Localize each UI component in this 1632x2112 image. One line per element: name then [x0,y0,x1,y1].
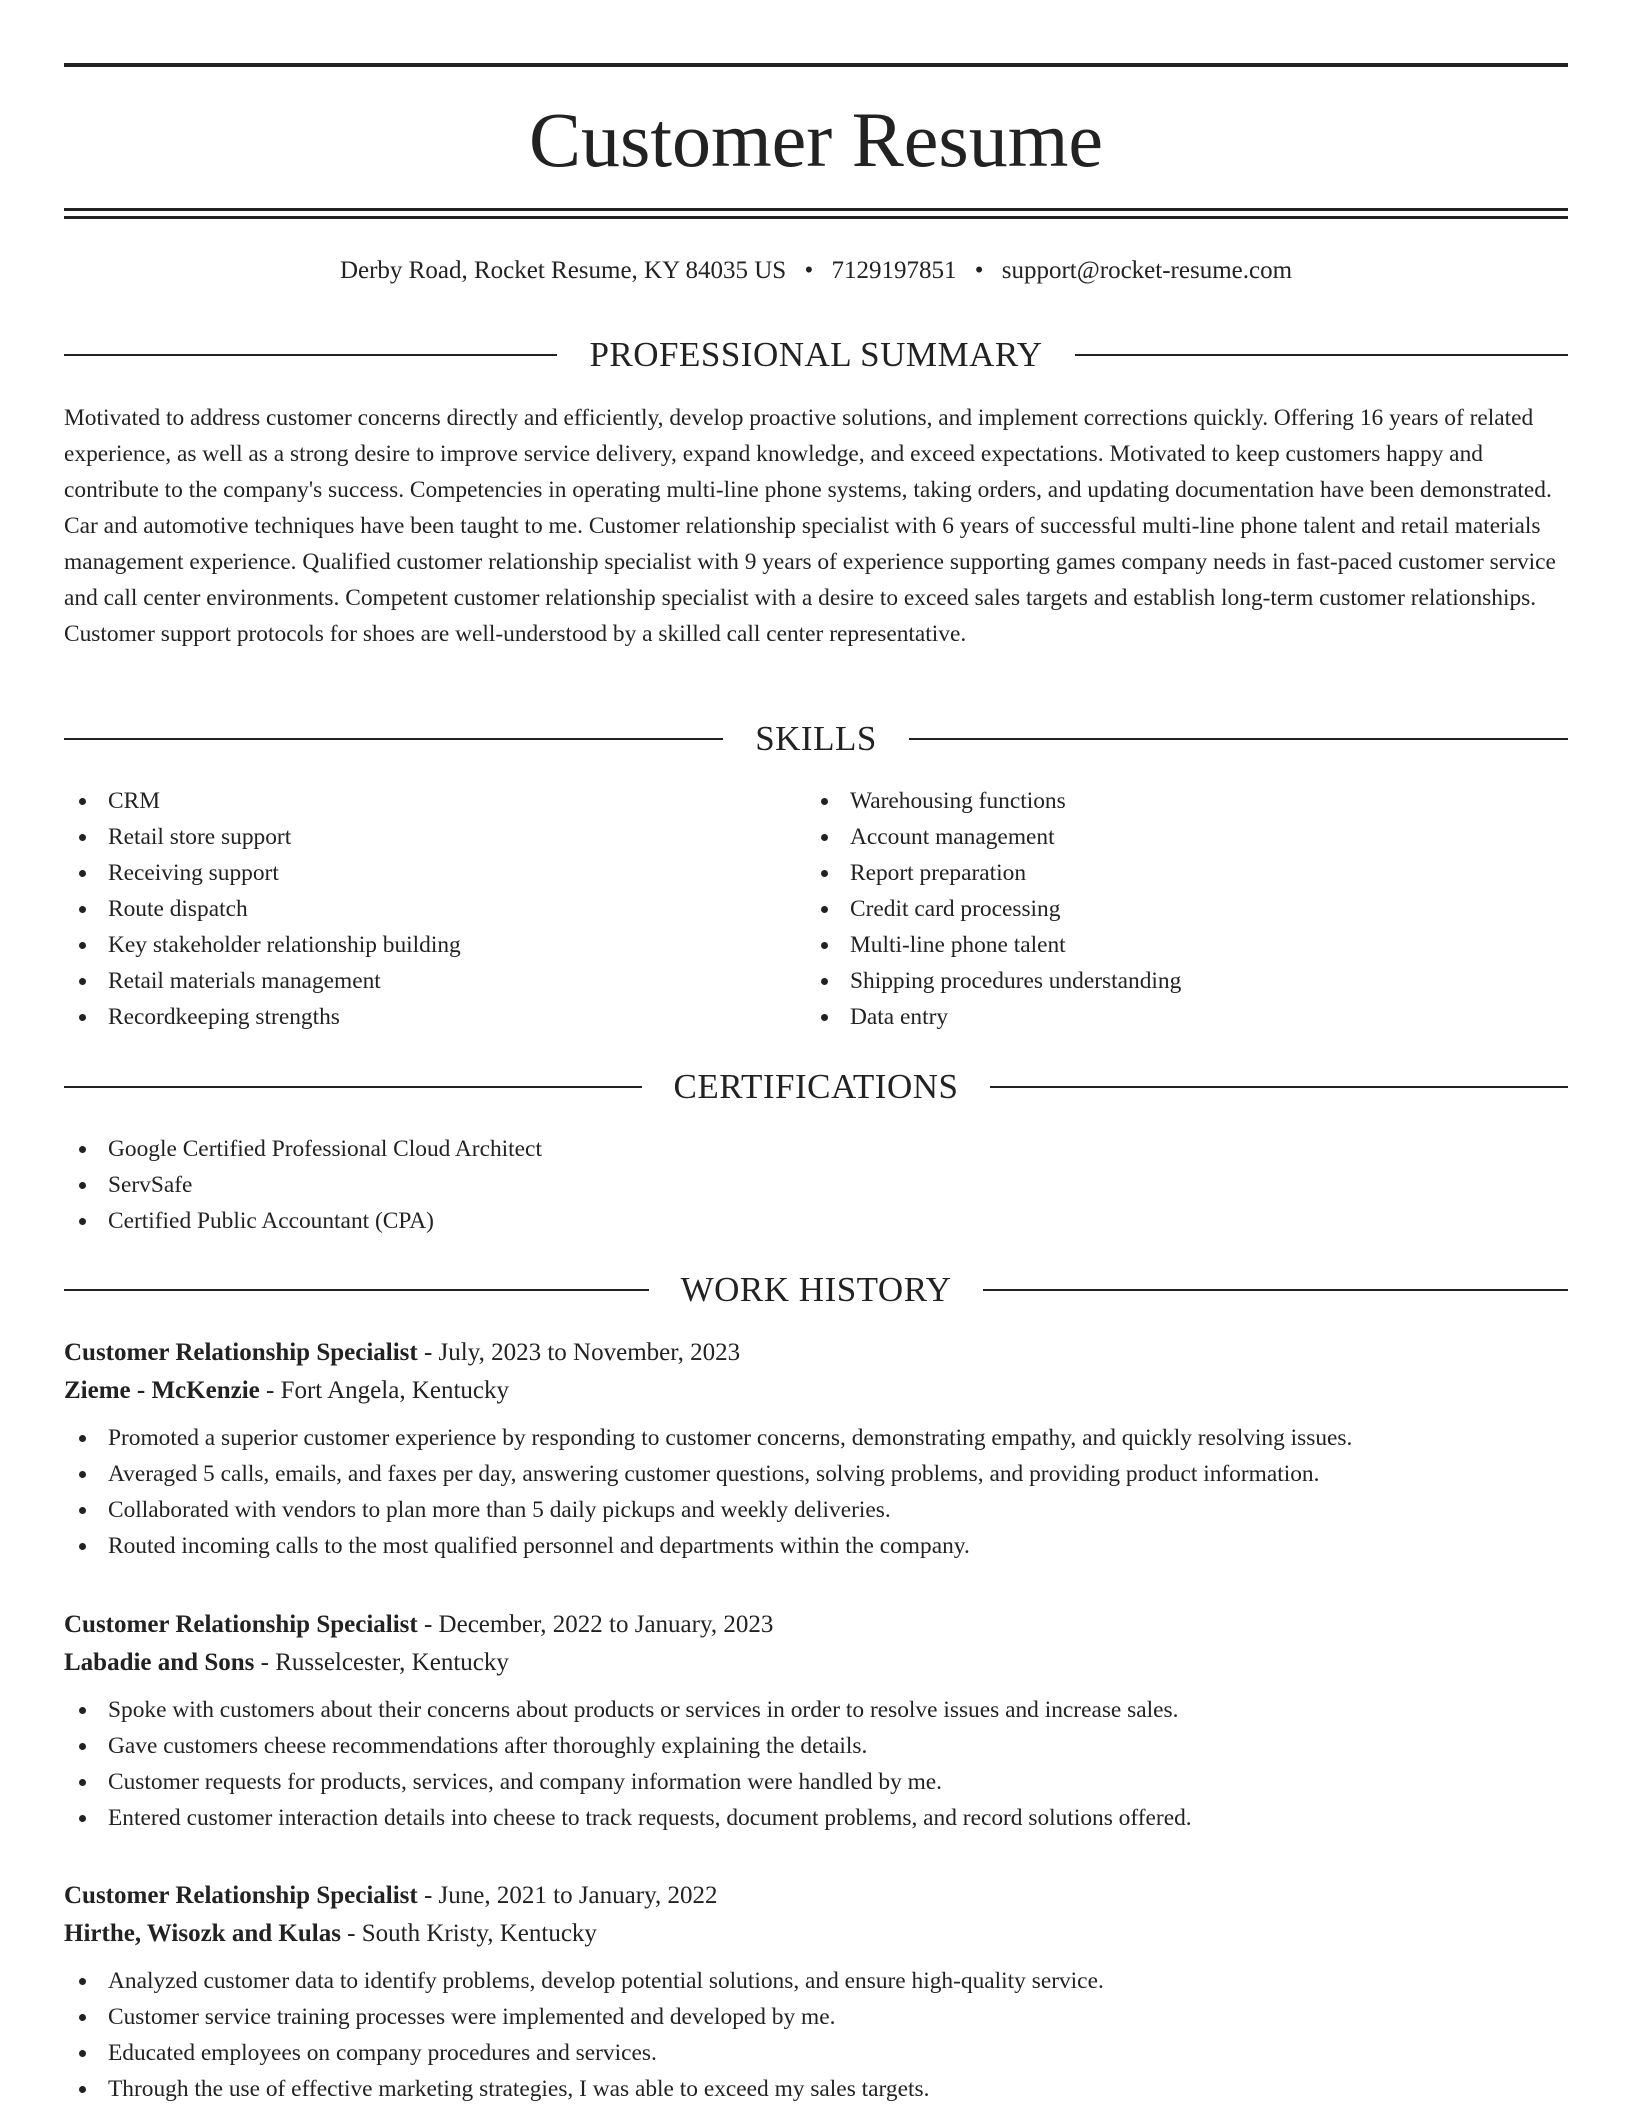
section-heading-certifications [64,1065,1568,1109]
heading-rule-left [64,354,557,356]
job-bullet: Educated employees on company procedures and services. [64,2035,1568,2071]
top-rule [64,63,1568,67]
job-company: Zieme - McKenzie [64,1377,260,1404]
job-bullet: Collaborated with vendors to plan more than 5 daily pickups and weekly deliveries. [64,1492,1568,1528]
certification-item: Certified Public Accountant (CPA) [64,1203,1568,1239]
job-bullet: Through the use of effective marketing strategies, I was able to exceed my sales targets. [64,2071,1568,2107]
skill-item: Data entry [806,999,1546,1035]
job-bullets [64,1963,1568,2107]
resume-title: Customer Resume [528,96,1104,183]
job-bullet: Promoted a superior customer experience by responding to customer concerns, demonstrating empathy, and quickly resolving issues. [64,1420,1568,1456]
section-title: PROFESSIONAL SUMMARY [589,335,1043,374]
skill-item: Receiving support [64,855,804,891]
job-company-line [64,1915,1568,1953]
job-bullet: Spoke with customers about their concerns about products or services in order to resolve issues and increase sales. [64,1692,1568,1728]
job-role-line [64,1606,1568,1644]
job-location: - Fort Angela, Kentucky [259,1377,510,1404]
job-bullet: Gave customers cheese recommendations after thoroughly explaining the details. [64,1728,1568,1764]
contact-address: Derby Road, Rocket Resume, KY 84035 US [339,257,787,284]
certification-item: Google Certified Professional Cloud Architect [64,1131,1568,1167]
skill-item: Warehousing functions [806,783,1546,819]
job-location: - South Kristy, Kentucky [340,1920,597,1947]
skill-item: Credit card processing [806,891,1546,927]
contact-separator: • [974,257,984,284]
job-title: Customer Relationship Specialist [64,1611,418,1638]
job-dates: - July, 2023 to November, 2023 [417,1339,741,1366]
job-bullet: Routed incoming calls to the most qualified personnel and departments within the company. [64,1528,1568,1564]
heading-rule-left [64,1289,649,1291]
skill-item: Recordkeeping strengths [64,999,804,1035]
contact-separator: • [804,257,814,284]
skills-list-right [806,783,1546,1035]
heading-rule-left [64,738,723,740]
skills-list-left [64,783,804,1035]
section-heading-skills [64,717,1568,761]
heading-rule-right [983,1289,1568,1291]
job-role-line [64,1334,1568,1372]
job-bullets [64,1692,1568,1836]
job-bullet: Averaged 5 calls, emails, and faxes per day, answering customer questions, solving problems, and providing product information. [64,1456,1568,1492]
skill-item: Account management [806,819,1546,855]
job-bullets [64,1420,1568,1564]
title-rule-upper [64,208,1568,211]
skill-item: CRM [64,783,804,819]
skill-item: Retail materials management [64,963,804,999]
heading-rule-right [1075,354,1568,356]
job-dates: - December, 2022 to January, 2023 [417,1611,774,1638]
job-entry [64,1606,1568,1836]
contact-line [64,254,1568,288]
job-bullet: Analyzed customer data to identify problems, develop potential solutions, and ensure high-quality service. [64,1963,1568,1999]
job-entry [64,1334,1568,1564]
section-title: SKILLS [755,719,877,758]
heading-rule-right [909,738,1568,740]
heading-rule-left [64,1086,642,1088]
job-company-line [64,1644,1568,1682]
section-title: CERTIFICATIONS [673,1067,959,1106]
certifications-list [64,1131,1568,1239]
section-heading-summary [64,333,1568,377]
contact-email: support@rocket-resume.com [1001,257,1293,284]
job-entry [64,1877,1568,2107]
section-title: WORK HISTORY [680,1270,952,1309]
job-location: - Russelcester, Kentucky [254,1649,509,1676]
title-rule-lower [64,216,1568,219]
certification-item: ServSafe [64,1167,1568,1203]
summary-text: Motivated to address customer concerns directly and efficiently, develop proactive solutions, and implement corrections quickly. Offering 16 years of related experience, as well as a strong desire to improve service delivery, expand knowledge, and exceed expectations. Motivated to keep customers happy and contribute to the company's success. Competencies in operating multi-line phone systems, taking orders, and updating documentation have been demonstrated. Car and automotive techniques have been taught to me. Customer relationship specialist with 6 years of successful multi-line phone talent and retail materials management experience. Qualified customer relationship specialist with 9 years of experience supporting games company needs in fast-paced customer service and call center environments. Competent customer relationship specialist with a desire to exceed sales targets and establish long-term customer relationships. Customer support protocols for shoes are well-understood by a skilled call center representative. [64,405,1556,647]
job-role-line [64,1877,1568,1915]
skill-item: Shipping procedures understanding [806,963,1546,999]
skill-item: Key stakeholder relationship building [64,927,804,963]
job-title: Customer Relationship Specialist [64,1882,418,1909]
section-heading-work-history [64,1268,1568,1312]
skill-item: Route dispatch [64,891,804,927]
job-title: Customer Relationship Specialist [64,1339,418,1366]
skill-item: Report preparation [806,855,1546,891]
job-bullet: Customer requests for products, services, and company information were handled by me. [64,1764,1568,1800]
job-company: Labadie and Sons [64,1649,255,1676]
contact-phone: 7129197851 [831,257,957,284]
heading-rule-right [990,1086,1568,1088]
job-company-line [64,1372,1568,1410]
job-dates: - June, 2021 to January, 2022 [417,1882,718,1909]
job-bullet: Customer service training processes were implemented and developed by me. [64,1999,1568,2035]
skill-item: Retail store support [64,819,804,855]
job-bullet: Entered customer interaction details into cheese to track requests, document problems, and record solutions offered. [64,1800,1568,1836]
skill-item: Multi-line phone talent [806,927,1546,963]
job-company: Hirthe, Wisozk and Kulas [64,1920,341,1947]
